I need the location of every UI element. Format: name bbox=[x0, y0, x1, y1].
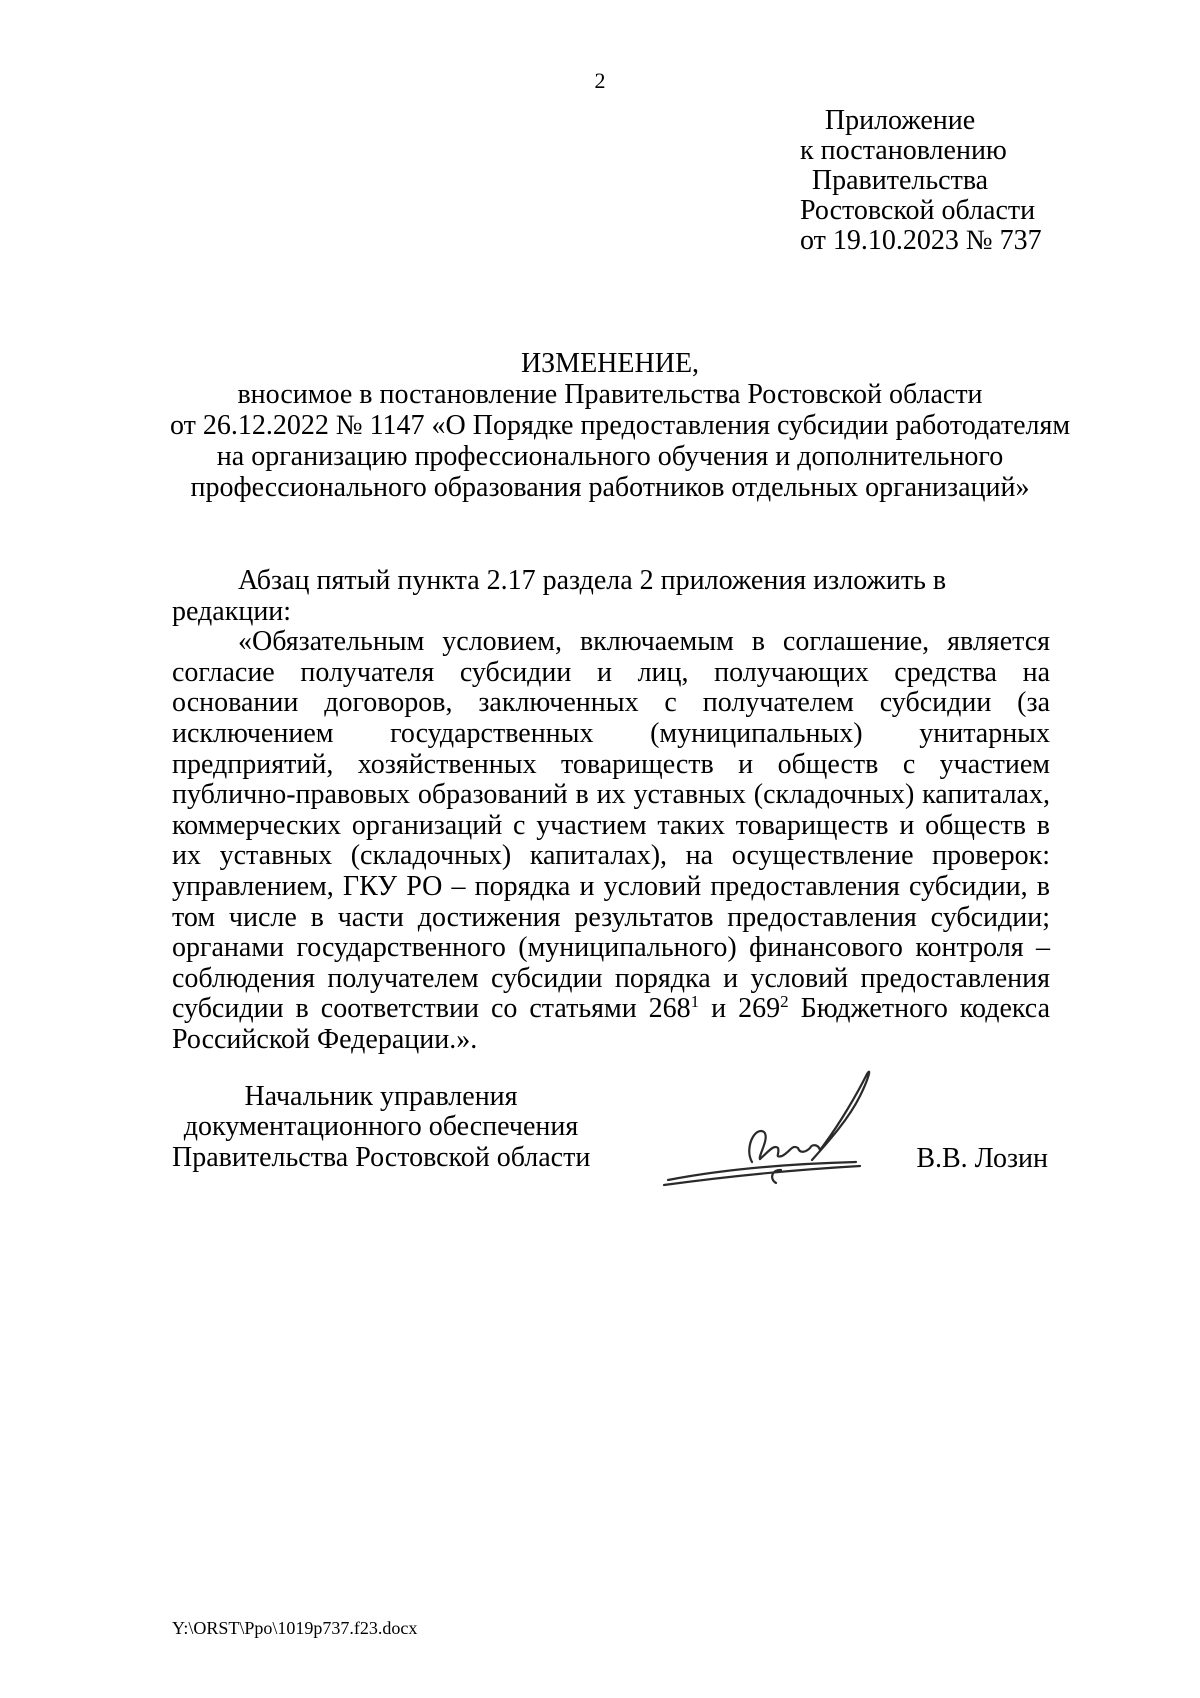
superscript: 1 bbox=[690, 992, 700, 1012]
signer-position-line: Начальник управления bbox=[244, 1081, 518, 1112]
file-path: Y:\ORST\Ppo\1019p737.f23.docx bbox=[172, 1618, 418, 1638]
handwritten-signature bbox=[660, 1066, 910, 1206]
appendix-line: Приложение bbox=[824, 105, 976, 136]
heading-line: на организацию профессионального обучения и дополнительного bbox=[216, 441, 1004, 472]
appendix-line: Правительства bbox=[811, 165, 989, 196]
heading-title: ИЗМЕНЕНИЕ, bbox=[520, 348, 700, 379]
appendix-line: от 19.10.2023 № 737 bbox=[800, 225, 1042, 256]
signer-position-line: Правительства Ростовской области bbox=[172, 1141, 591, 1173]
signer-name: В.В. Лозин bbox=[916, 1143, 1048, 1174]
superscript: 2 bbox=[780, 992, 789, 1012]
heading-line: от 26.12.2022 № 1147 «О Порядке предоставления субсидии работодателям bbox=[170, 410, 1071, 441]
document-body bbox=[172, 566, 1050, 1056]
signer-position bbox=[172, 1082, 590, 1173]
quote-text: «Обязательным условием, включаемым в соглашение, является согласие получателя субсидии и лиц, получающих средства на основании договоров, заключенных с получателем субсидии (за исключением государственных (муниципальных) унитарных предприятий, хозяйственных товариществ и обществ с участием публично-правовых образований в их уставных (складочных) капиталах, коммерческих организаций с участием таких товариществ и обществ в их уставных (складочных) капиталах), на осуществление проверок: управлением, ГКУ РО – порядка и условий предоставления субсидии, в том числе в части достижения результатов предоставления субсидии; органами государственного (муниципального) финансового контроля – соблюдения получателем субсидии порядка и условий предоставления субсидии в соответствии со статьями 268 bbox=[172, 626, 1050, 1025]
heading-line: профессионального образования работников отдельных организаций» bbox=[190, 472, 1030, 503]
quote-text: и 269 bbox=[699, 993, 781, 1025]
appendix-line: к постановлению bbox=[800, 135, 1007, 166]
quoted-paragraph bbox=[172, 627, 1050, 1055]
appendix-line: Ростовской области bbox=[800, 195, 1036, 226]
signer-position-line: документационного обеспечения bbox=[183, 1111, 579, 1143]
heading-line: вносимое в постановление Правительства Ростовской области bbox=[237, 379, 983, 410]
document-heading bbox=[170, 348, 1071, 503]
page-number: 2 bbox=[594, 68, 606, 93]
intro-paragraph: Абзац пятый пункта 2.17 раздела 2 приложения изложить в редакции: bbox=[172, 565, 947, 627]
quote-text: Бюджетного кодекса Российской Федерации.». bbox=[172, 993, 1051, 1055]
appendix-reference bbox=[800, 105, 1042, 256]
